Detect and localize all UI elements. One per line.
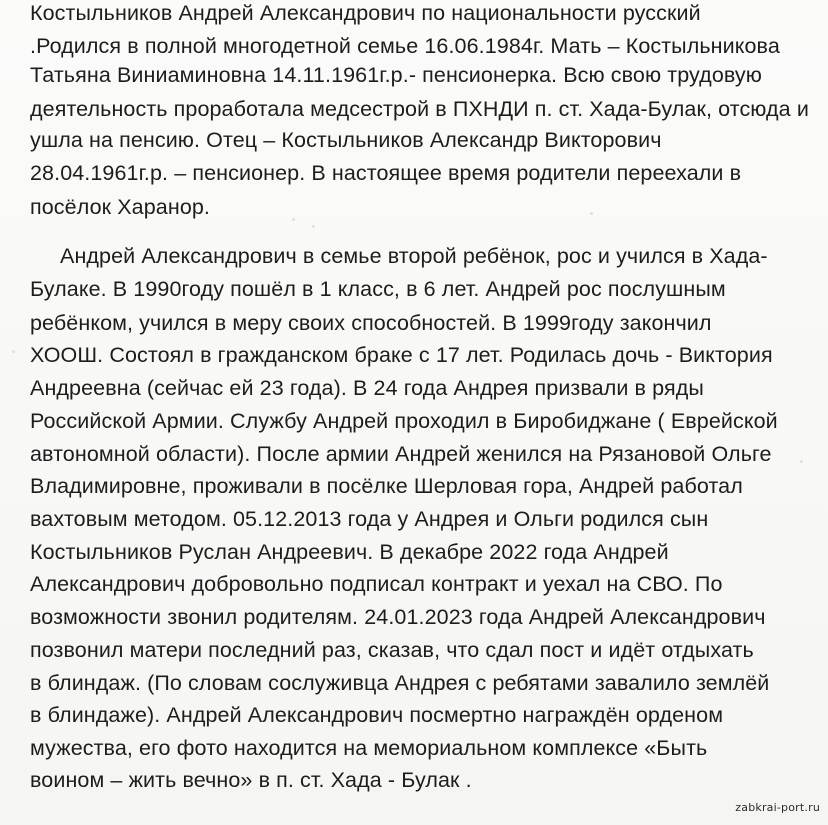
text-line: посёлок Харанор. (30, 195, 211, 219)
scan-speck (12, 350, 15, 353)
scan-speck (590, 212, 593, 215)
text-line: воином – жить вечно» в п. ст. Хада - Булак . (30, 768, 472, 792)
text-line: ребёнком, учился в меру своих способностей. В 1999году закончил (30, 311, 712, 335)
text-line: автономной области). После армии Андрей женился на Рязановой Ольге (30, 442, 772, 466)
text-line: вахтовым методом. 05.12.2013 года у Андрея и Ольги родился сын (30, 507, 709, 531)
text-line: деятельность проработала медсестрой в ПХНДИ п. ст. Хада-Булак, отсюда и (30, 97, 809, 121)
scan-speck (312, 225, 315, 228)
text-line: Российской Армии. Службу Андрей проходил в Биробиджане ( Еврейской (30, 409, 778, 433)
text-line: Владимировне, проживали в посёлке Шерловая гора, Андрей работал (30, 474, 743, 498)
scan-speck (800, 460, 803, 463)
text-line: ушла на пенсию. Отец – Костыльников Александр Викторович (30, 128, 662, 152)
text-line: возможности звонил родителям. 24.01.2023 года Андрей Александрович (30, 605, 766, 629)
text-line: позвонил матери последний раз, сказав, что сдал пост и идёт отдыхать (30, 638, 754, 662)
text-line: Костыльников Андрей Александрович по национальности русский (30, 1, 701, 25)
text-line: в блиндаж. (По словам сослуживца Андрея с ребятами завалило землёй (30, 671, 770, 695)
text-line: Булаке. В 1990году пошёл в 1 класс, в 6 лет. Андрей рос послушным (30, 277, 726, 301)
text-line: в блиндаже). Андрей Александрович посмертно награждён орденом (30, 703, 724, 727)
text-line: 28.04.1961г.р. – пенсионер. В настоящее время родители переехали в (30, 161, 742, 185)
text-line: Костыльников Руслан Андреевич. В декабре 2022 года Андрей (30, 540, 669, 564)
text-line: Андреевна (сейчас ей 23 года). В 24 года Андрея призвали в ряды (30, 376, 704, 400)
text-line: .Родился в полной многодетной семье 16.06.1984г. Мать – Костыльникова (30, 34, 780, 58)
text-line: Андрей Александрович в семье второй ребёнок, рос и учился в Хада- (60, 244, 768, 268)
watermark: zabkrai-port.ru (735, 801, 820, 814)
text-line: Александрович добровольно подписал контракт и уехал на СВО. По (30, 572, 723, 596)
text-line: мужества, его фото находится на мемориальном комплексе «Быть (30, 736, 708, 760)
text-line: ХООШ. Состоял в гражданском браке с 17 лет. Родилась дочь - Виктория (30, 343, 773, 367)
scan-speck (292, 218, 295, 221)
text-line: Татьяна Виниаминовна 14.11.1961г.р.- пенсионерка. Всю свою трудовую (30, 63, 763, 87)
